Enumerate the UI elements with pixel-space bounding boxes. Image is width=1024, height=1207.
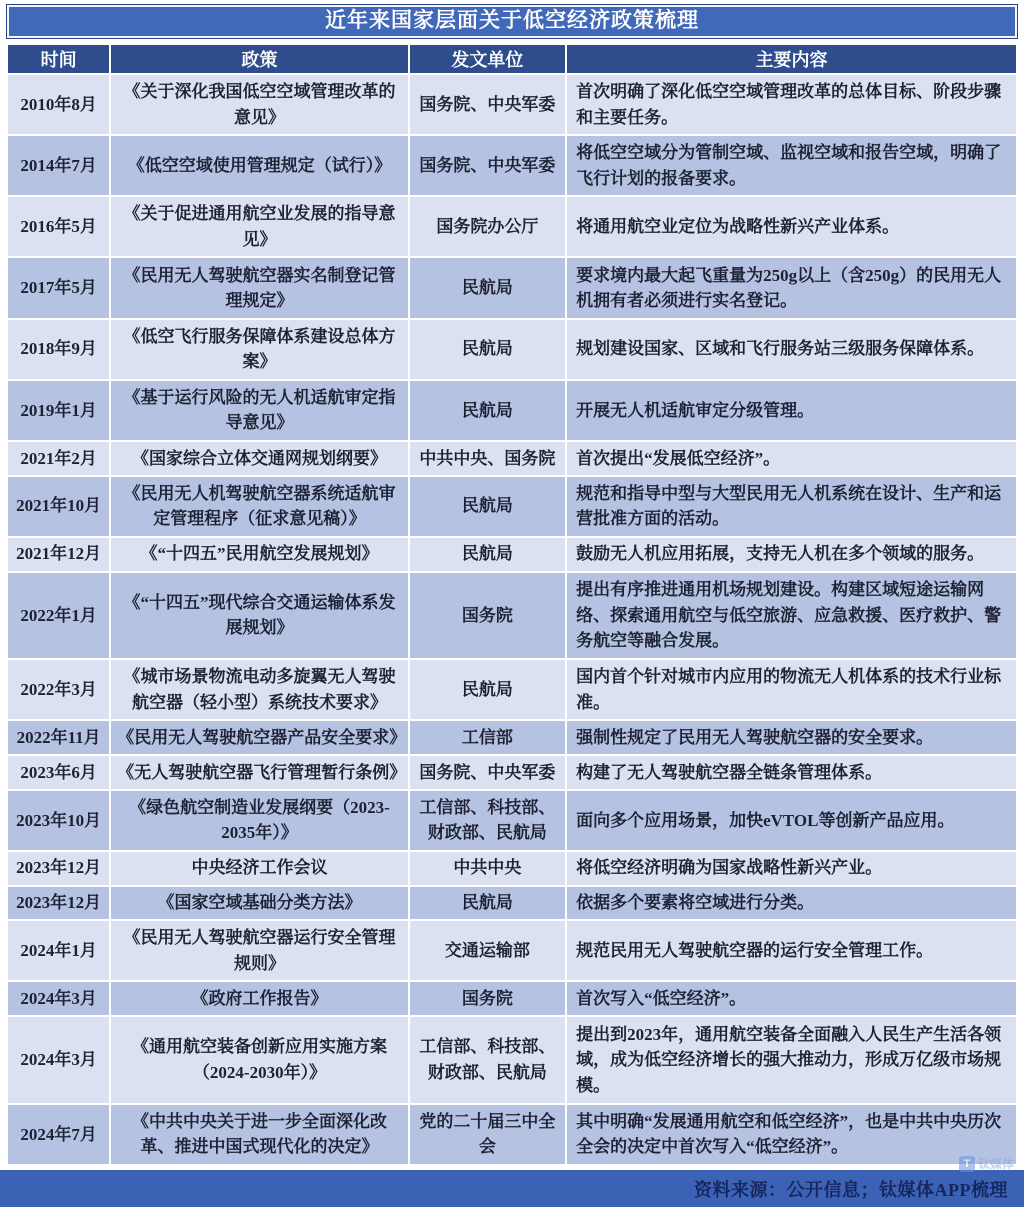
- issuer-cell: 中共中央、国务院: [409, 441, 566, 476]
- issuer-cell: 民航局: [409, 886, 566, 921]
- time-cell: 2021年10月: [7, 476, 110, 537]
- policy-cell: 《中共中央关于进一步全面深化改革、推进中国式现代化的决定》: [110, 1104, 409, 1165]
- policy-cell: 《绿色航空制造业发展纲要（2023-2035年）》: [110, 790, 409, 851]
- issuer-cell: 民航局: [409, 380, 566, 441]
- time-cell: 2010年8月: [7, 74, 110, 135]
- issuer-cell: 民航局: [409, 659, 566, 720]
- time-cell: 2024年3月: [7, 981, 110, 1016]
- content-cell: 首次提出“发展低空经济”。: [566, 441, 1017, 476]
- table-row: [7, 720, 1017, 755]
- tmtpost-watermark-label: 钛媒体: [977, 1157, 1014, 1171]
- page-title: 近年来国家层面关于低空经济政策梳理: [6, 4, 1018, 39]
- policy-cell: 《民用无人驾驶航空器产品安全要求》: [110, 720, 409, 755]
- policy-cell: 《“十四五”民用航空发展规划》: [110, 537, 409, 572]
- time-cell: 2024年3月: [7, 1016, 110, 1104]
- content-cell: 其中明确“发展通用航空和低空经济”，也是中共中央历次全会的决定中首次写入“低空经济”。: [566, 1104, 1017, 1165]
- policy-cell: 《基于运行风险的无人机适航审定指导意见》: [110, 380, 409, 441]
- policy-cell: 《政府工作报告》: [110, 981, 409, 1016]
- table-row: [7, 135, 1017, 196]
- content-cell: 规范和指导中型与大型民用无人机系统在设计、生产和运营批准方面的活动。: [566, 476, 1017, 537]
- issuer-cell: 国务院、中央军委: [409, 135, 566, 196]
- time-cell: 2022年3月: [7, 659, 110, 720]
- content-cell: 构建了无人驾驶航空器全链条管理体系。: [566, 755, 1017, 790]
- issuer-cell: 国务院: [409, 981, 566, 1016]
- policy-cell: 《民用无人驾驶航空器实名制登记管理规定》: [110, 257, 409, 318]
- content-cell: 国内首个针对城市内应用的物流无人机体系的技术行业标准。: [566, 659, 1017, 720]
- time-cell: 2022年1月: [7, 572, 110, 660]
- policy-cell: 《关于深化我国低空空域管理改革的意见》: [110, 74, 409, 135]
- policy-cell: 《民用无人机驾驶航空器系统适航审定管理程序（征求意见稿）》: [110, 476, 409, 537]
- table-row: [7, 196, 1017, 257]
- policy-table: [6, 43, 1018, 1166]
- table-row: [7, 74, 1017, 135]
- time-cell: 2016年5月: [7, 196, 110, 257]
- time-cell: 2023年12月: [7, 886, 110, 921]
- policy-cell: 《国家综合立体交通网规划纲要》: [110, 441, 409, 476]
- table-row: [7, 659, 1017, 720]
- issuer-cell: 国务院、中央军委: [409, 74, 566, 135]
- time-cell: 2024年1月: [7, 920, 110, 981]
- time-cell: 2017年5月: [7, 257, 110, 318]
- column-header-time: 时间: [7, 44, 110, 74]
- content-cell: 将低空空域分为管制空域、监视空域和报告空域，明确了飞行计划的报备要求。: [566, 135, 1017, 196]
- table-row: [7, 257, 1017, 318]
- policy-cell: 《“十四五”现代综合交通运输体系发展规划》: [110, 572, 409, 660]
- time-cell: 2021年2月: [7, 441, 110, 476]
- issuer-cell: 国务院、中央军委: [409, 755, 566, 790]
- table-row: [7, 441, 1017, 476]
- table-body: [7, 74, 1017, 1165]
- time-cell: 2024年7月: [7, 1104, 110, 1165]
- time-cell: 2022年11月: [7, 720, 110, 755]
- footer-bar: [0, 1157, 1024, 1207]
- source-note: 资料来源：公开信息；钛媒体APP梳理: [694, 1179, 1008, 1200]
- issuer-cell: 民航局: [409, 537, 566, 572]
- time-cell: 2021年12月: [7, 537, 110, 572]
- policy-cell: 《无人驾驶航空器飞行管理暂行条例》: [110, 755, 409, 790]
- time-cell: 2014年7月: [7, 135, 110, 196]
- content-cell: 强制性规定了民用无人驾驶航空器的安全要求。: [566, 720, 1017, 755]
- time-cell: 2018年9月: [7, 319, 110, 380]
- policy-cell: 《国家空域基础分类方法》: [110, 886, 409, 921]
- table-row: [7, 1104, 1017, 1165]
- content-cell: 依据多个要素将空域进行分类。: [566, 886, 1017, 921]
- content-cell: 鼓励无人机应用拓展，支持无人机在多个领域的服务。: [566, 537, 1017, 572]
- policy-cell: 《低空飞行服务保障体系建设总体方案》: [110, 319, 409, 380]
- content-cell: 首次写入“低空经济”。: [566, 981, 1017, 1016]
- table-header-row: [7, 44, 1017, 74]
- table-row: [7, 1016, 1017, 1104]
- table-row: [7, 572, 1017, 660]
- content-cell: 要求境内最大起飞重量为250g以上（含250g）的民用无人机拥有者必须进行实名登记。: [566, 257, 1017, 318]
- time-cell: 2023年6月: [7, 755, 110, 790]
- issuer-cell: 民航局: [409, 319, 566, 380]
- content-cell: 开展无人机适航审定分级管理。: [566, 380, 1017, 441]
- table-row: [7, 920, 1017, 981]
- policy-cell: 《低空空域使用管理规定（试行）》: [110, 135, 409, 196]
- content-cell: 提出到2023年，通用航空装备全面融入人民生产生活各领域，成为低空经济增长的强大推动力，形成万亿级市场规模。: [566, 1016, 1017, 1104]
- issuer-cell: 国务院办公厅: [409, 196, 566, 257]
- table-row: [7, 380, 1017, 441]
- issuer-cell: 工信部、科技部、财政部、民航局: [409, 1016, 566, 1104]
- content-cell: 规划建设国家、区域和飞行服务站三级服务保障体系。: [566, 319, 1017, 380]
- issuer-cell: 国务院: [409, 572, 566, 660]
- table-row: [7, 886, 1017, 921]
- time-cell: 2023年12月: [7, 851, 110, 886]
- issuer-cell: 中共中央: [409, 851, 566, 886]
- table-row: [7, 537, 1017, 572]
- issuer-cell: 交通运输部: [409, 920, 566, 981]
- table-row: [7, 981, 1017, 1016]
- policy-cell: 《通用航空装备创新应用实施方案（2024-2030年）》: [110, 1016, 409, 1104]
- table-row: [7, 851, 1017, 886]
- policy-cell: 《关于促进通用航空业发展的指导意见》: [110, 196, 409, 257]
- table-row: [7, 319, 1017, 380]
- issuer-cell: 民航局: [409, 476, 566, 537]
- content-cell: 首次明确了深化低空空域管理改革的总体目标、阶段步骤和主要任务。: [566, 74, 1017, 135]
- tmtpost-logo-icon: T: [959, 1156, 975, 1172]
- time-cell: 2023年10月: [7, 790, 110, 851]
- table-row: [7, 755, 1017, 790]
- table-row: [7, 790, 1017, 851]
- column-header-content: 主要内容: [566, 44, 1017, 74]
- issuer-cell: 党的二十届三中全会: [409, 1104, 566, 1165]
- issuer-cell: 民航局: [409, 257, 566, 318]
- issuer-cell: 工信部、科技部、财政部、民航局: [409, 790, 566, 851]
- content-cell: 规范民用无人驾驶航空器的运行安全管理工作。: [566, 920, 1017, 981]
- time-cell: 2019年1月: [7, 380, 110, 441]
- table-row: [7, 476, 1017, 537]
- column-header-issuer: 发文单位: [409, 44, 566, 74]
- policy-cell: 《民用无人驾驶航空器运行安全管理规则》: [110, 920, 409, 981]
- policy-cell: 《城市场景物流电动多旋翼无人驾驶航空器（轻小型）系统技术要求》: [110, 659, 409, 720]
- column-header-policy: 政策: [110, 44, 409, 74]
- issuer-cell: 工信部: [409, 720, 566, 755]
- content-cell: 面向多个应用场景，加快eVTOL等创新产品应用。: [566, 790, 1017, 851]
- content-cell: 提出有序推进通用机场规划建设。构建区域短途运输网络、探索通用航空与低空旅游、应急救援、医疗救护、警务航空等融合发展。: [566, 572, 1017, 660]
- content-cell: 将低空经济明确为国家战略性新兴产业。: [566, 851, 1017, 886]
- content-cell: 将通用航空业定位为战略性新兴产业体系。: [566, 196, 1017, 257]
- policy-cell: 中央经济工作会议: [110, 851, 409, 886]
